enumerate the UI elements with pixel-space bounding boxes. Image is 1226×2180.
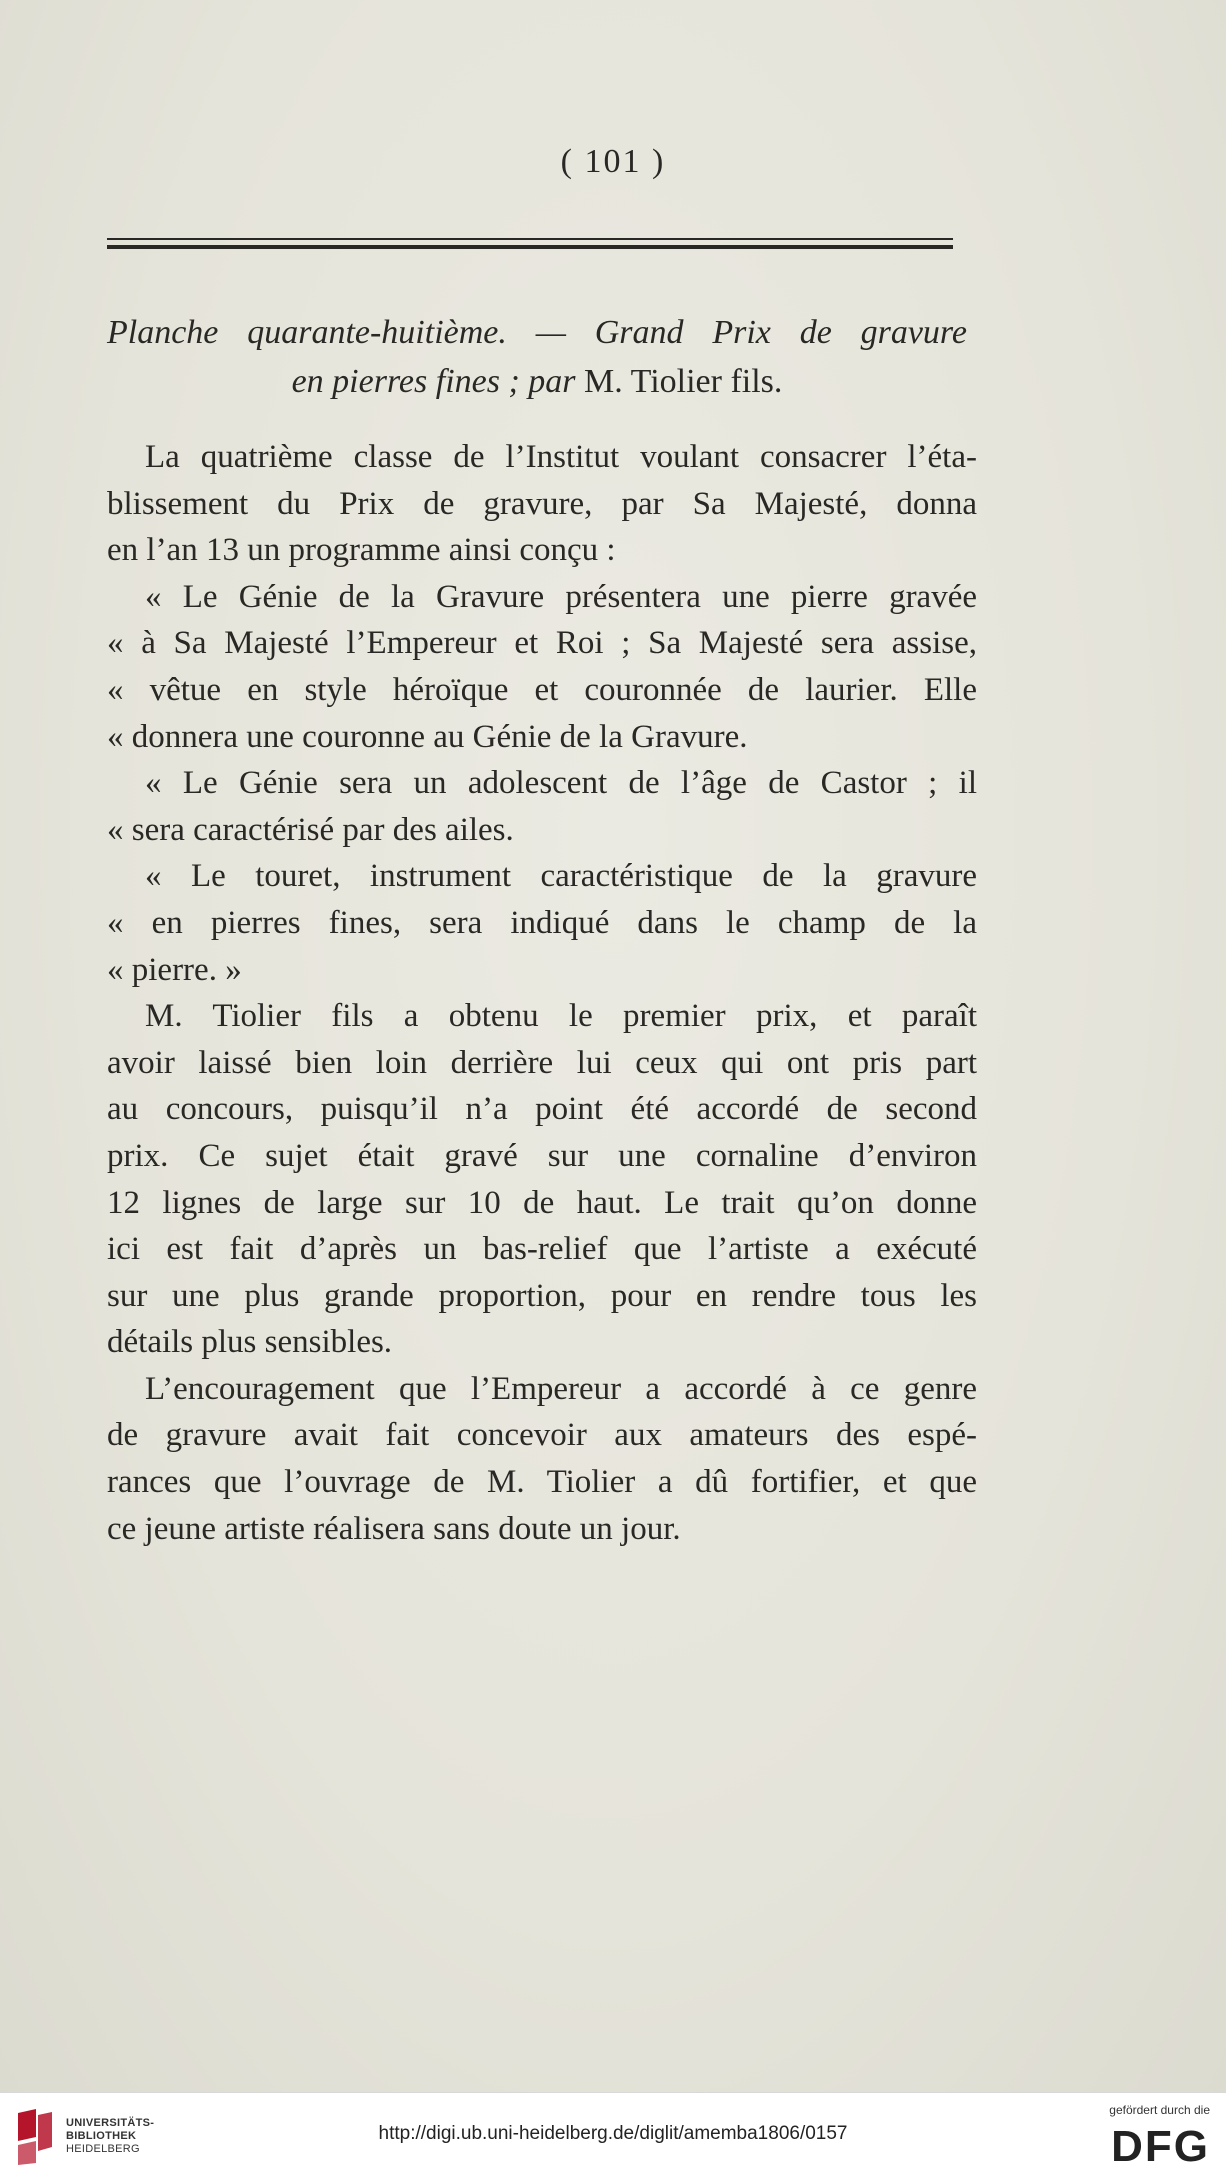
text-line: ici est fait d’après un bas-relief que l’artiste a exécuté xyxy=(107,1231,977,1268)
text-line: rances que l’ouvrage de M. Tiolier a dû fortifier, et que xyxy=(107,1464,977,1501)
institution-name: UNIVERSITÄTS- BIBLIOTHEK HEIDELBERG xyxy=(66,2117,155,2155)
quote-line: « vêtue en style héroïque et couronnée de laurier. Elle xyxy=(107,671,977,708)
text-line: sur une plus grande proportion, pour en rendre tous les xyxy=(107,1277,977,1314)
text-line: 12 lignes de large sur 10 de haut. Le trait qu’on donne xyxy=(107,1184,977,1221)
permalink-url[interactable]: http://digi.ub.uni-heidelberg.de/diglit/amemba1806/0157 xyxy=(378,2123,848,2144)
text-line: L’encouragement que l’Empereur a accordé à ce genre xyxy=(145,1370,977,1407)
text-line: blissement du Prix de gravure, par Sa Majesté, donna xyxy=(107,485,977,522)
page-number: ( 101 ) xyxy=(560,143,666,180)
quote-line: « donnera une couronne au Génie de la Gravure. xyxy=(107,718,748,755)
body-text xyxy=(107,434,977,1552)
quote-line: « pierre. » xyxy=(107,951,242,988)
header-rule xyxy=(107,238,953,249)
text-line: au concours, puisqu’il n’a point été accordé de second xyxy=(107,1091,977,1128)
rule-thick-line xyxy=(107,245,953,249)
quote-line: « Le Génie sera un adolescent de l’âge de Castor ; il xyxy=(145,765,977,802)
heading-line-1: Planche quarante-huitième. — Grand Prix de gravure xyxy=(107,314,967,351)
quote-line: « Le Génie de la Gravure présentera une pierre gravée xyxy=(145,578,977,615)
plate-heading xyxy=(107,308,967,406)
text-line: en l’an 13 un programme ainsi conçu : xyxy=(107,532,616,569)
text-line: prix. Ce sujet était gravé sur une cornaline d’environ xyxy=(107,1137,977,1174)
sponsor-label: gefördert durch die xyxy=(1109,2103,1210,2117)
text-line: avoir laissé bien loin derrière lui ceux qui ont pris part xyxy=(107,1044,977,1081)
text-line: M. Tiolier fils a obtenu le premier prix, et paraît xyxy=(145,998,977,1035)
quote-line: « en pierres fines, sera indiqué dans le champ de la xyxy=(107,904,977,941)
quote-line: « sera caractérisé par des ailes. xyxy=(107,811,514,848)
text-line: de gravure avait fait concevoir aux amateurs des espé- xyxy=(107,1417,977,1454)
text-line: ce jeune artiste réalisera sans doute un jour. xyxy=(107,1510,681,1547)
dfg-logo: DFG xyxy=(1111,2122,1210,2171)
text-line: détails plus sensibles. xyxy=(107,1324,393,1361)
viewer-footer xyxy=(0,2092,1226,2180)
rule-thin-line xyxy=(107,238,953,240)
quote-line: « Le touret, instrument caractéristique de la gravure xyxy=(145,858,977,895)
text-line: La quatrième classe de l’Institut voulant consacrer l’éta- xyxy=(145,439,977,475)
heading-line-2: en pierres fines ; par M. Tiolier fils. xyxy=(291,363,783,400)
quote-line: « à Sa Majesté l’Empereur et Roi ; Sa Majesté sera assise, xyxy=(107,625,977,662)
